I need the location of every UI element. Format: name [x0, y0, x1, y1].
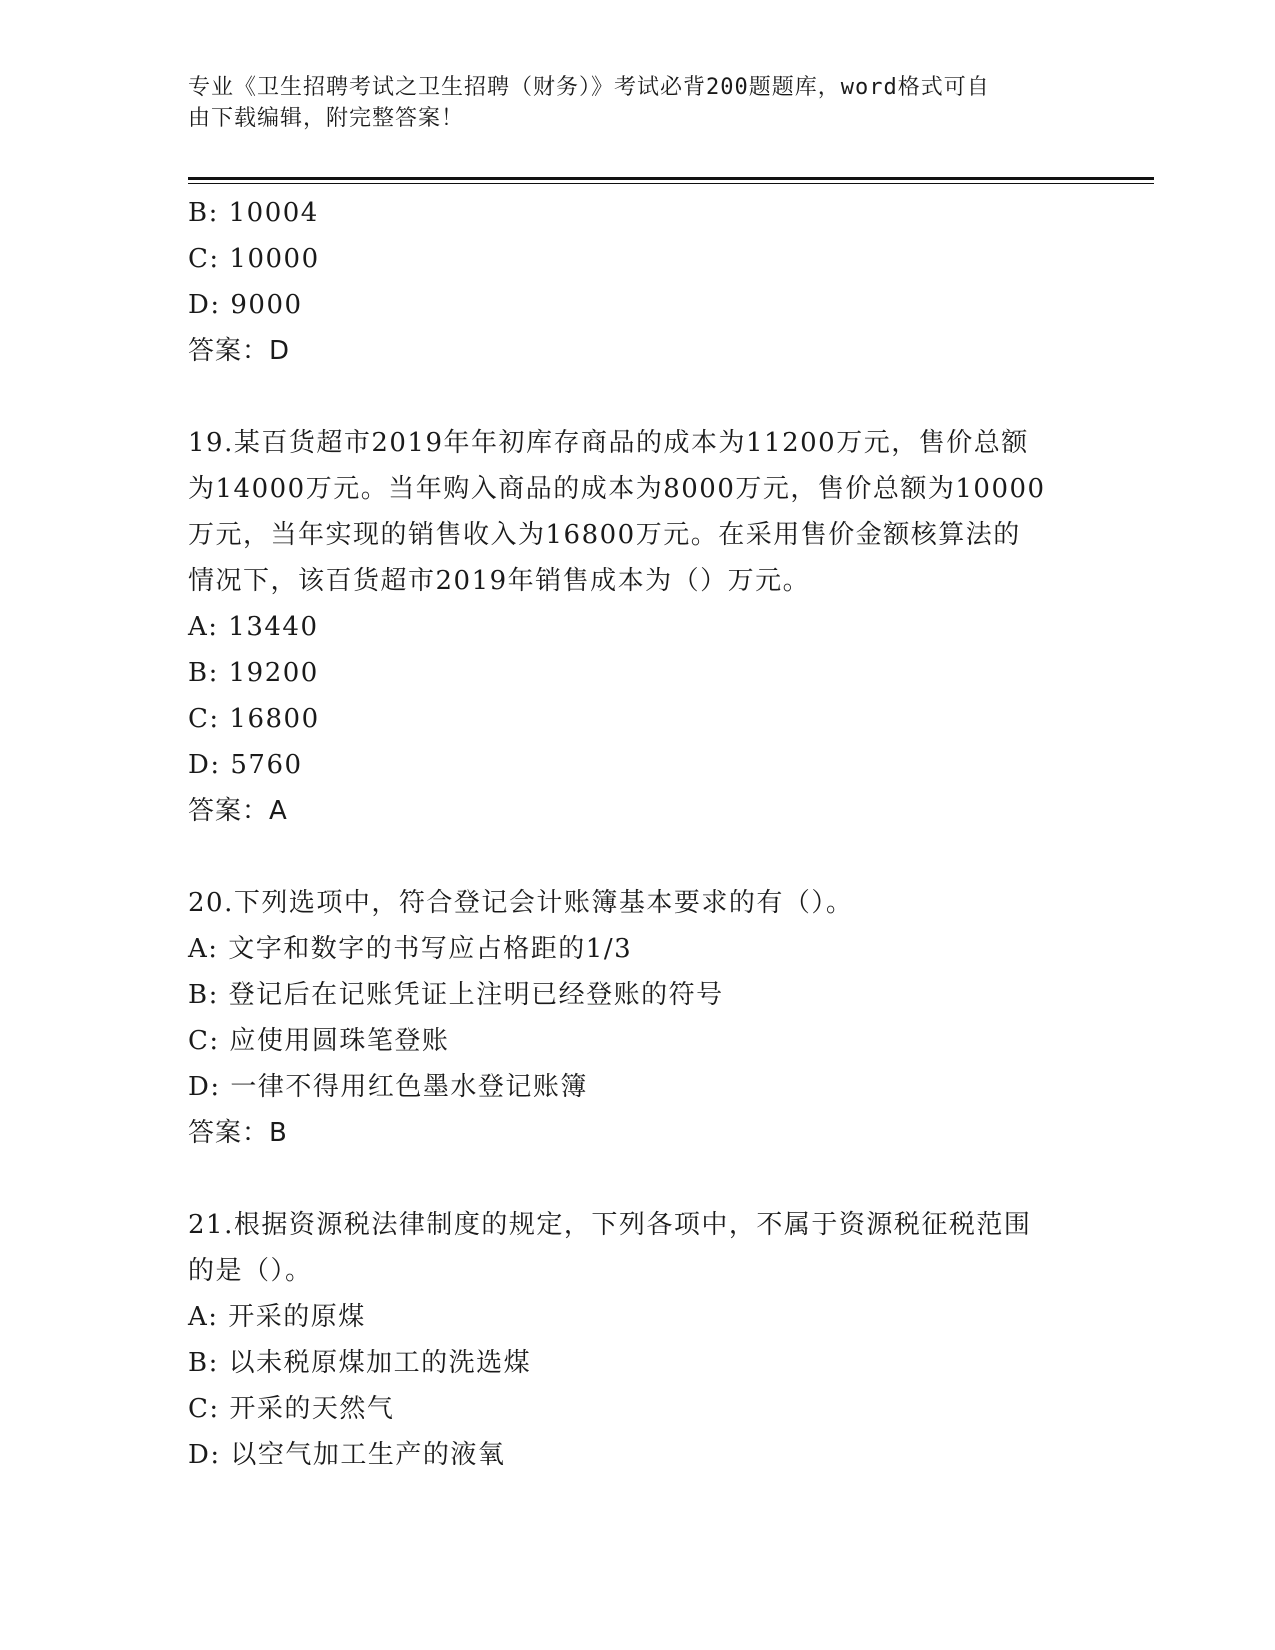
spacer: [188, 1156, 1088, 1202]
option-b: B: 以未税原煤加工的洗选煤: [188, 1348, 532, 1378]
option-a: A: 开采的原煤: [188, 1302, 366, 1332]
header-divider-thin: [188, 183, 1154, 184]
question-stem-line: 万元，当年实现的销售收入为16800万元。在采用售价金额核算法的: [188, 520, 1021, 550]
question-18-continued: [188, 190, 1088, 374]
option-b: B: 19200: [188, 658, 319, 688]
question-stem-line: 情况下，该百货超市2019年销售成本为（）万元。: [188, 566, 811, 596]
option-d: D: 9000: [188, 290, 303, 320]
question-21: [188, 1202, 1088, 1478]
question-stem-line: 21.根据资源税法律制度的规定，下列各项中，不属于资源税征税范围: [188, 1210, 1032, 1240]
question-stem-line: 20.下列选项中，符合登记会计账簿基本要求的有（）。: [188, 888, 854, 918]
option-a: A: 文字和数字的书写应占格距的1/3: [188, 934, 633, 964]
option-d: D: 一律不得用红色墨水登记账簿: [188, 1072, 588, 1102]
answer-label: 答案：B: [188, 1118, 288, 1148]
spacer: [188, 834, 1088, 880]
option-c: C: 16800: [188, 704, 320, 734]
header-title-line-1: 专业《卫生招聘考试之卫生招聘（财务）》考试必背200题题库，word格式可自: [188, 75, 990, 100]
answer-label: 答案：A: [188, 796, 288, 826]
option-c: C: 应使用圆珠笔登账: [188, 1026, 450, 1056]
option-a: A: 13440: [188, 612, 319, 642]
question-stem-line: 19.某百货超市2019年年初库存商品的成本为11200万元，售价总额: [188, 428, 1029, 458]
option-c: C: 10000: [188, 244, 320, 274]
question-20: [188, 880, 1088, 1156]
option-b: B: 10004: [188, 198, 319, 228]
header-title-line-2: 由下载编辑，附完整答案！: [188, 106, 465, 131]
option-d: D: 以空气加工生产的液氧: [188, 1440, 506, 1470]
option-c: C: 开采的天然气: [188, 1394, 395, 1424]
document-header: [188, 72, 1078, 134]
question-19: [188, 420, 1088, 834]
question-stem-line: 为14000万元。当年购入商品的成本为8000万元，售价总额为10000: [188, 474, 1046, 504]
question-list: [188, 190, 1088, 1478]
spacer: [188, 374, 1088, 420]
header-divider-thick: [188, 177, 1154, 180]
option-d: D: 5760: [188, 750, 303, 780]
question-stem-line: 的是（）。: [188, 1256, 313, 1286]
option-b: B: 登记后在记账凭证上注明已经登账的符号: [188, 980, 724, 1010]
answer-label: 答案：D: [188, 336, 291, 366]
